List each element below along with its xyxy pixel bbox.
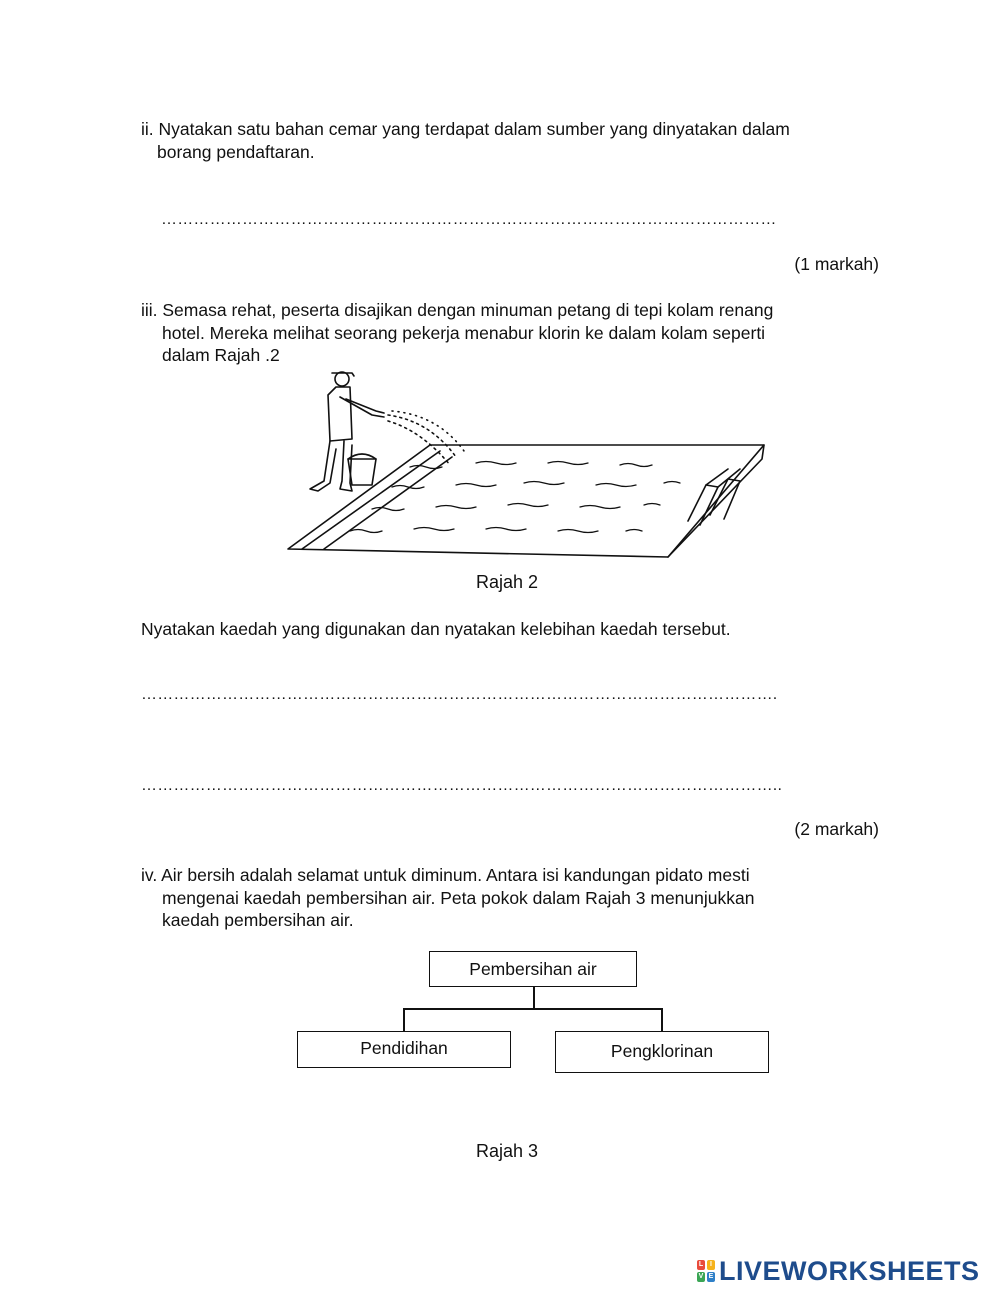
logo-mark-icon (697, 1260, 715, 1282)
question-ii (141, 118, 901, 163)
tree-left-box (297, 1031, 511, 1068)
question-ii-line-2: borang pendaftaran. (157, 141, 315, 162)
figure-caption-rajah-2: Rajah 2 (476, 572, 539, 592)
tree-right-box (555, 1031, 769, 1073)
question-iii-line-1: iii. Semasa rehat, peserta disajikan dengan minuman petang di tepi kolam renang (141, 300, 774, 320)
question-iv-line-2: mengenai kaedah pembersihan air. Peta pokok dalam Rajah 3 menunjukkan (162, 887, 755, 908)
question-iii-line-2: hotel. Mereka melihat seorang pekerja menabur klorin ke dalam kolam seperti (162, 322, 766, 343)
logo-letter: E (708, 1273, 714, 1280)
question-ii-line-1: ii. Nyatakan satu bahan cemar yang terdapat dalam sumber yang dinyatakan dalam (141, 119, 790, 139)
tree-left-label: Pendidihan (360, 1038, 448, 1058)
answer-field-ii[interactable]: …………………………………………………………………………………………………… (161, 211, 777, 228)
logo-letter: I (707, 1260, 715, 1270)
answer-field-iii-line-1[interactable]: ………………………………………………………………………………………………………. (141, 686, 778, 703)
figure-caption-rajah-3: Rajah 3 (476, 1141, 539, 1161)
tree-connector (661, 1008, 663, 1032)
logo-letter: V (698, 1273, 704, 1280)
tree-root-label: Pembersihan air (469, 958, 597, 979)
question-iii-prompt: Nyatakan kaedah yang digunakan dan nyatakan kelebihan kaedah tersebut. (141, 619, 731, 639)
tree-root-box (429, 951, 637, 987)
answer-field-iii-line-2[interactable]: ……………………………………………………………………………………………………….. (141, 777, 783, 794)
tree-connector (403, 1008, 405, 1032)
tree-right-label: Pengklorinan (610, 1041, 714, 1061)
question-iii-line-3: dalam Rajah .2 (162, 345, 280, 365)
question-iv (141, 864, 901, 932)
question-iv-line-1: iv. Air bersih adalah selamat untuk diminum. Antara isi kandungan pidato mesti (141, 865, 750, 885)
logo-letter: L (698, 1261, 704, 1268)
pool-illustration (280, 365, 780, 565)
question-iv-line-3: kaedah pembersihan air. (162, 910, 354, 930)
tree-connector (533, 987, 535, 1009)
question-iii (141, 299, 901, 367)
tree-connector (403, 1008, 663, 1010)
marks-iii: (2 markah) (794, 819, 879, 839)
brand-name: LIVEWORKSHEETS (719, 1255, 980, 1286)
marks-ii: (1 markah) (794, 254, 879, 274)
liveworksheets-logo (697, 1256, 980, 1286)
